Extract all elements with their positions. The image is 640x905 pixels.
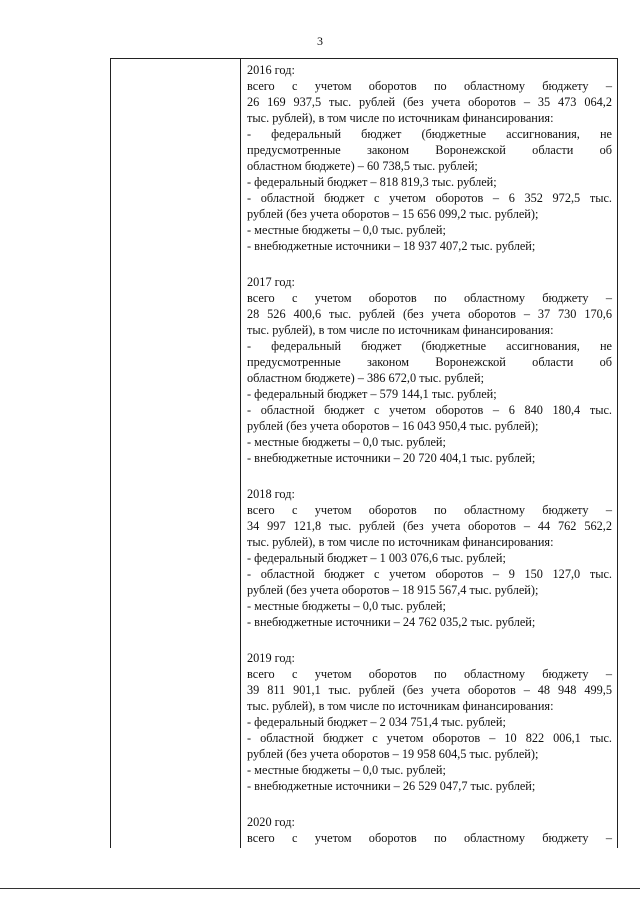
text-line: предусмотренные законом Воронежской области об xyxy=(247,355,612,369)
text-line: - федеральный бюджет (бюджетные ассигнования, не xyxy=(247,339,612,353)
text-line: всего с учетом оборотов по областному бюджету – xyxy=(247,831,612,845)
text-line: тыс. рублей), в том числе по источникам финансирования: xyxy=(247,535,554,549)
text-line: - областной бюджет с учетом оборотов – 6 352 972,5 тыс. xyxy=(247,191,612,205)
text-line: всего с учетом оборотов по областному бюджету – xyxy=(247,79,612,93)
text-line: - внебюджетные источники – 24 762 035,2 тыс. рублей; xyxy=(247,615,536,629)
text-line: тыс. рублей), в том числе по источникам финансирования: xyxy=(247,699,554,713)
year-block xyxy=(247,814,612,846)
text-line: всего с учетом оборотов по областному бюджету – xyxy=(247,503,612,517)
text-line: всего с учетом оборотов по областному бюджету – xyxy=(247,667,612,681)
text-line: областном бюджете) – 60 738,5 тыс. рублей; xyxy=(247,159,478,173)
text-line: - федеральный бюджет – 818 819,3 тыс. рублей; xyxy=(247,175,497,189)
text-line: - федеральный бюджет (бюджетные ассигнования, не xyxy=(247,127,612,141)
text-line: - внебюджетные источники – 26 529 047,7 тыс. рублей; xyxy=(247,779,536,793)
year-heading: 2016 год: xyxy=(247,63,295,77)
text-line: рублей (без учета оборотов – 18 915 567,4 тыс. рублей); xyxy=(247,583,539,597)
year-block xyxy=(247,486,612,630)
year-heading: 2017 год: xyxy=(247,275,295,289)
text-line: 28 526 400,6 тыс. рублей (без учета оборотов – 37 730 170,6 xyxy=(247,307,612,321)
text-line: тыс. рублей), в том числе по источникам финансирования: xyxy=(247,111,554,125)
text-line: - областной бюджет с учетом оборотов – 10 822 006,1 тыс. xyxy=(247,731,612,745)
year-block xyxy=(247,62,612,254)
text-line: рублей (без учета оборотов – 19 958 604,5 тыс. рублей); xyxy=(247,747,539,761)
table-right-column xyxy=(242,59,617,848)
text-line: - местные бюджеты – 0,0 тыс. рублей; xyxy=(247,599,446,613)
text-line: - местные бюджеты – 0,0 тыс. рублей; xyxy=(247,763,446,777)
year-heading: 2019 год: xyxy=(247,651,295,665)
text-line: - внебюджетные источники – 18 937 407,2 тыс. рублей; xyxy=(247,239,536,253)
text-line: 26 169 937,5 тыс. рублей (без учета оборотов – 35 473 064,2 xyxy=(247,95,612,109)
text-line: 39 811 901,1 тыс. рублей (без учета оборотов – 48 948 499,5 xyxy=(247,683,612,697)
year-heading: 2020 год: xyxy=(247,815,295,829)
bottom-rule xyxy=(0,888,640,889)
text-line: - внебюджетные источники – 20 720 404,1 тыс. рублей; xyxy=(247,451,536,465)
text-line: рублей (без учета оборотов – 16 043 950,4 тыс. рублей); xyxy=(247,419,539,433)
year-block xyxy=(247,274,612,466)
text-line: - местные бюджеты – 0,0 тыс. рублей; xyxy=(247,223,446,237)
page-number: 3 xyxy=(317,34,323,48)
text-line: 34 997 121,8 тыс. рублей (без учета оборотов – 44 762 562,2 xyxy=(247,519,612,533)
text-line: тыс. рублей), в том числе по источникам финансирования: xyxy=(247,323,554,337)
text-line: - местные бюджеты – 0,0 тыс. рублей; xyxy=(247,435,446,449)
text-line: предусмотренные законом Воронежской области об xyxy=(247,143,612,157)
year-heading: 2018 год: xyxy=(247,487,295,501)
text-line: всего с учетом оборотов по областному бюджету – xyxy=(247,291,612,305)
document-table xyxy=(110,58,618,848)
text-line: - областной бюджет с учетом оборотов – 9 150 127,0 тыс. xyxy=(247,567,612,581)
text-line: рублей (без учета оборотов – 15 656 099,2 тыс. рублей); xyxy=(247,207,539,221)
text-line: - федеральный бюджет – 2 034 751,4 тыс. рублей; xyxy=(247,715,506,729)
text-line: областном бюджете) – 386 672,0 тыс. рублей; xyxy=(247,371,484,385)
year-block xyxy=(247,650,612,794)
table-left-column xyxy=(111,59,241,848)
text-line: - областной бюджет с учетом оборотов – 6 840 180,4 тыс. xyxy=(247,403,612,417)
text-line: - федеральный бюджет – 1 003 076,6 тыс. рублей; xyxy=(247,551,506,565)
text-line: - федеральный бюджет – 579 144,1 тыс. рублей; xyxy=(247,387,497,401)
